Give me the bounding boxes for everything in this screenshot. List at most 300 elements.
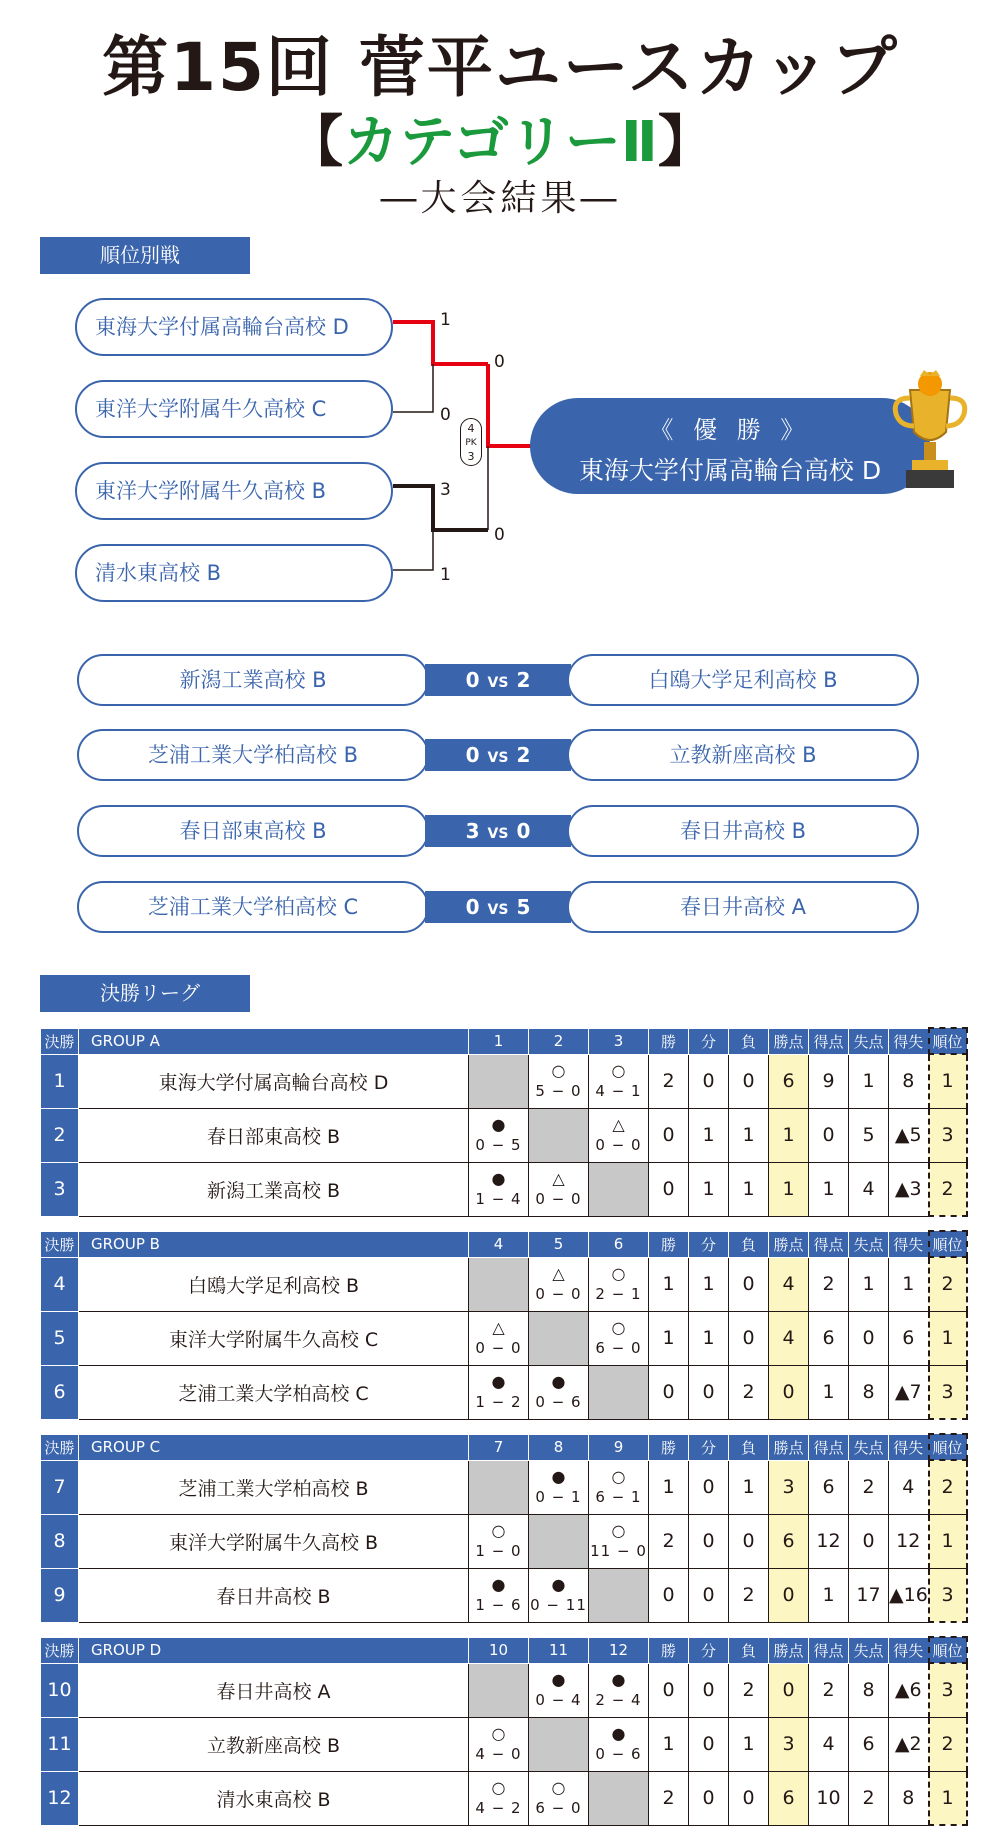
goals-against: 1: [849, 1054, 889, 1108]
champion-label: 《 優 勝 》: [649, 416, 811, 444]
losses: 0: [729, 1771, 769, 1825]
rank: 1: [929, 1311, 967, 1365]
result-score: 6 − 1: [595, 1488, 642, 1506]
match-result: [529, 1670, 588, 1710]
header-kessho: 決勝: [41, 1434, 79, 1460]
goal-diff: ▲2: [889, 1717, 929, 1771]
goals-for: 2: [809, 1663, 849, 1717]
goals-against: 8: [849, 1663, 889, 1717]
team-number: 9: [41, 1568, 79, 1622]
header-goals-against: 失点: [849, 1231, 889, 1257]
rank: 1: [929, 1514, 967, 1568]
team-name: 立教新座高校 B: [79, 1717, 469, 1771]
rank: 1: [929, 1054, 967, 1108]
result-score: 0 − 6: [535, 1393, 582, 1411]
losses: 2: [729, 1663, 769, 1717]
match-result-cell: [589, 1311, 649, 1365]
goal-diff: ▲5: [889, 1108, 929, 1162]
trophy-icon: [880, 370, 980, 500]
wins: 0: [649, 1663, 689, 1717]
header-loss: 負: [729, 1028, 769, 1054]
header-group-name: GROUP A: [79, 1028, 469, 1054]
header-opponent-no: 7: [469, 1434, 529, 1460]
match-result-cell: [529, 1054, 589, 1108]
result-score: 2 − 1: [595, 1285, 642, 1303]
result-symbol: ●: [611, 1724, 626, 1743]
result-symbol: △: [612, 1115, 625, 1134]
losses: 2: [729, 1365, 769, 1419]
section-label-ranking: 順位別戦: [40, 237, 250, 274]
header-goal-diff: 得失: [889, 1231, 929, 1257]
table-row: [41, 1717, 967, 1771]
header-win: 勝: [649, 1231, 689, 1257]
goal-diff: 1: [889, 1257, 929, 1311]
result-score: 4 − 1: [595, 1082, 642, 1100]
result-score: 4 − 0: [475, 1745, 522, 1763]
goal-diff: ▲7: [889, 1365, 929, 1419]
header-opponent-no: 2: [529, 1028, 589, 1054]
header-opponent-no: 5: [529, 1231, 589, 1257]
points: 3: [769, 1717, 809, 1771]
match-result-cell: [589, 1717, 649, 1771]
goals-for: 9: [809, 1054, 849, 1108]
team-number: 7: [41, 1460, 79, 1514]
match-right-score: 2: [516, 668, 531, 692]
bracket-close: 】: [657, 110, 714, 175]
wins: 1: [649, 1460, 689, 1514]
match-result: [469, 1372, 528, 1412]
page-subtitle: ―大会結果―: [380, 178, 621, 219]
match-vs: VS: [487, 902, 509, 918]
match-result: [589, 1061, 648, 1101]
points: 6: [769, 1771, 809, 1825]
bracket-line-2: [393, 364, 433, 412]
draws: 0: [689, 1054, 729, 1108]
match-result-cell: [529, 1771, 589, 1825]
match-result: [529, 1169, 588, 1209]
bracket-score-semi-2: 0: [494, 525, 505, 545]
match-result: [529, 1061, 588, 1101]
wins: 0: [649, 1162, 689, 1216]
goals-for: 2: [809, 1257, 849, 1311]
header-opponent-no: 4: [469, 1231, 529, 1257]
result-score: 6 − 0: [535, 1799, 582, 1817]
bracket-team-1: 東海大学付属高輪台高校 D: [75, 298, 393, 356]
result-symbol: ○: [491, 1724, 506, 1743]
match-result: [469, 1318, 528, 1358]
rank: 2: [929, 1460, 967, 1514]
header-points: 勝点: [769, 1028, 809, 1054]
match-left-team: 春日部東高校 B: [77, 805, 429, 857]
match-result: [529, 1778, 588, 1818]
pk-label: PK: [465, 438, 477, 448]
match-score: [425, 664, 571, 696]
result-score: 6 − 0: [595, 1339, 642, 1357]
result-score: 0 − 1: [535, 1488, 582, 1506]
team-number: 8: [41, 1514, 79, 1568]
header-draw: 分: [689, 1434, 729, 1460]
match-result-cell: [469, 1162, 529, 1216]
header-points: 勝点: [769, 1434, 809, 1460]
bracket-team-4: 清水東高校 B: [75, 544, 393, 602]
result-score: 0 − 6: [595, 1745, 642, 1763]
points: 0: [769, 1365, 809, 1419]
bracket-team-2: 東洋大学附属牛久高校 C: [75, 380, 393, 438]
match-result-cell: [469, 1568, 529, 1622]
losses: 0: [729, 1257, 769, 1311]
match-result: [589, 1115, 648, 1155]
self-match-cell: [529, 1514, 589, 1568]
self-match-cell: [469, 1460, 529, 1514]
header-draw: 分: [689, 1028, 729, 1054]
goals-for: 4: [809, 1717, 849, 1771]
result-score: 0 − 11: [530, 1596, 587, 1614]
header-rank: 順位: [929, 1637, 967, 1663]
bracket-score-semi-1: 0: [494, 352, 505, 372]
match-left-score: 0: [465, 895, 480, 919]
table-row: [41, 1257, 967, 1311]
result-symbol: ●: [551, 1467, 566, 1486]
result-symbol: ○: [611, 1318, 626, 1337]
table-row: [41, 1365, 967, 1419]
result-symbol: △: [552, 1264, 565, 1283]
match-score: [425, 815, 571, 847]
result-score: 0 − 0: [535, 1285, 582, 1303]
match-row: [77, 881, 919, 933]
self-match-cell: [529, 1108, 589, 1162]
match-result: [469, 1521, 528, 1561]
match-result: [529, 1264, 588, 1304]
match-result: [469, 1778, 528, 1818]
match-result-cell: [469, 1717, 529, 1771]
league-table-group: [40, 1027, 968, 1217]
team-number: 4: [41, 1257, 79, 1311]
match-result-cell: [589, 1108, 649, 1162]
header-group-name: GROUP D: [79, 1637, 469, 1663]
draws: 0: [689, 1568, 729, 1622]
header-rank: 順位: [929, 1028, 967, 1054]
result-symbol: ●: [491, 1372, 506, 1391]
page-title: 第15回 菅平ユースカップ: [102, 29, 899, 106]
goals-against: 17: [849, 1568, 889, 1622]
bracket-open: 【: [287, 110, 344, 175]
points: 1: [769, 1162, 809, 1216]
draws: 0: [689, 1717, 729, 1771]
points: 4: [769, 1257, 809, 1311]
losses: 1: [729, 1717, 769, 1771]
table-row: [41, 1460, 967, 1514]
result-symbol: ●: [491, 1575, 506, 1594]
result-score: 4 − 2: [475, 1799, 522, 1817]
self-match-cell: [529, 1717, 589, 1771]
rank: 3: [929, 1663, 967, 1717]
points: 0: [769, 1663, 809, 1717]
match-left-score: 0: [465, 743, 480, 767]
goal-diff: ▲16: [889, 1568, 929, 1622]
goals-against: 6: [849, 1717, 889, 1771]
goal-diff: 12: [889, 1514, 929, 1568]
self-match-cell: [589, 1162, 649, 1216]
match-vs: VS: [487, 826, 509, 842]
points: 6: [769, 1514, 809, 1568]
result-symbol: ●: [551, 1575, 566, 1594]
team-name: 東洋大学附属牛久高校 C: [79, 1311, 469, 1365]
match-result-cell: [529, 1162, 589, 1216]
header-points: 勝点: [769, 1637, 809, 1663]
team-name: 清水東高校 B: [79, 1771, 469, 1825]
points: 6: [769, 1054, 809, 1108]
wins: 0: [649, 1568, 689, 1622]
wins: 1: [649, 1257, 689, 1311]
self-match-cell: [469, 1257, 529, 1311]
table-row: [41, 1771, 967, 1825]
goal-diff: 6: [889, 1311, 929, 1365]
header-kessho: 決勝: [41, 1028, 79, 1054]
team-name: 白鴎大学足利高校 B: [79, 1257, 469, 1311]
match-left-score: 3: [465, 819, 480, 843]
league-table-group: [40, 1433, 968, 1623]
bracket-score-2: 0: [440, 405, 451, 425]
bracket-line-4: [393, 530, 433, 570]
match-result: [469, 1575, 528, 1615]
bracket-score-1: 1: [440, 310, 451, 330]
self-match-cell: [529, 1311, 589, 1365]
result-symbol: ○: [611, 1521, 626, 1540]
match-result-cell: [589, 1257, 649, 1311]
match-result-cell: [589, 1514, 649, 1568]
category-label: カテゴリーⅡ: [343, 110, 658, 175]
team-name: 新潟工業高校 B: [79, 1162, 469, 1216]
rank: 3: [929, 1365, 967, 1419]
self-match-cell: [589, 1771, 649, 1825]
result-score: 1 − 4: [475, 1190, 522, 1208]
draws: 1: [689, 1311, 729, 1365]
header-group-name: GROUP B: [79, 1231, 469, 1257]
match-result: [469, 1115, 528, 1155]
match-result: [529, 1467, 588, 1507]
result-symbol: ○: [611, 1467, 626, 1486]
bracket-line-final-win: [488, 364, 532, 446]
header-win: 勝: [649, 1028, 689, 1054]
rank: 2: [929, 1162, 967, 1216]
header-opponent-no: 1: [469, 1028, 529, 1054]
goals-for: 0: [809, 1108, 849, 1162]
header-opponent-no: 11: [529, 1637, 589, 1663]
team-number: 2: [41, 1108, 79, 1162]
header-opponent-no: 3: [589, 1028, 649, 1054]
result-symbol: ○: [491, 1521, 506, 1540]
result-score: 2 − 4: [595, 1691, 642, 1709]
result-symbol: ●: [491, 1115, 506, 1134]
wins: 2: [649, 1514, 689, 1568]
match-result-cell: [529, 1460, 589, 1514]
result-symbol: ●: [551, 1372, 566, 1391]
pk-score-badge: [460, 418, 482, 466]
goal-diff: ▲6: [889, 1663, 929, 1717]
table-row: [41, 1663, 967, 1717]
points: 1: [769, 1108, 809, 1162]
match-left-score: 0: [465, 668, 480, 692]
result-score: 0 − 4: [535, 1691, 582, 1709]
team-number: 10: [41, 1663, 79, 1717]
match-row: [77, 654, 919, 706]
match-result-cell: [529, 1257, 589, 1311]
league-table-group: [40, 1636, 968, 1826]
wins: 1: [649, 1311, 689, 1365]
losses: 1: [729, 1108, 769, 1162]
table-row: [41, 1568, 967, 1622]
match-result-cell: [529, 1568, 589, 1622]
header-goals-for: 得点: [809, 1637, 849, 1663]
result-symbol: △: [552, 1169, 565, 1188]
result-symbol: ○: [491, 1778, 506, 1797]
draws: 0: [689, 1514, 729, 1568]
goals-for: 1: [809, 1568, 849, 1622]
header-loss: 負: [729, 1231, 769, 1257]
match-result-cell: [529, 1365, 589, 1419]
header-goals-for: 得点: [809, 1231, 849, 1257]
result-symbol: ○: [551, 1778, 566, 1797]
match-right-team: 春日井高校 A: [567, 881, 919, 933]
table-row: [41, 1108, 967, 1162]
self-match-cell: [469, 1054, 529, 1108]
team-number: 1: [41, 1054, 79, 1108]
losses: 0: [729, 1311, 769, 1365]
match-result: [589, 1724, 648, 1764]
result-symbol: ●: [611, 1670, 626, 1689]
header-draw: 分: [689, 1637, 729, 1663]
match-right-score: 5: [516, 895, 531, 919]
match-row: [77, 729, 919, 781]
header-goal-diff: 得失: [889, 1434, 929, 1460]
match-right-score: 0: [516, 819, 531, 843]
header-goals-against: 失点: [849, 1028, 889, 1054]
match-result-cell: [469, 1514, 529, 1568]
match-vs: VS: [487, 750, 509, 766]
header-group-name: GROUP C: [79, 1434, 469, 1460]
team-name: 芝浦工業大学柏高校 C: [79, 1365, 469, 1419]
team-name: 東海大学付属高輪台高校 D: [79, 1054, 469, 1108]
draws: 1: [689, 1108, 729, 1162]
match-right-score: 2: [516, 743, 531, 767]
match-result: [589, 1318, 648, 1358]
rank: 2: [929, 1717, 967, 1771]
section-label-final-league: 決勝リーグ: [40, 975, 250, 1012]
result-symbol: ●: [491, 1169, 506, 1188]
goals-against: 0: [849, 1514, 889, 1568]
team-name: 春日部東高校 B: [79, 1108, 469, 1162]
result-score: 0 − 0: [535, 1190, 582, 1208]
goals-against: 8: [849, 1365, 889, 1419]
match-result: [469, 1724, 528, 1764]
points: 4: [769, 1311, 809, 1365]
goal-diff: 8: [889, 1054, 929, 1108]
match-result: [589, 1264, 648, 1304]
header-goals-for: 得点: [809, 1028, 849, 1054]
match-result: [589, 1521, 648, 1561]
match-result: [469, 1169, 528, 1209]
match-result-cell: [469, 1771, 529, 1825]
match-result-cell: [589, 1460, 649, 1514]
match-result-cell: [469, 1108, 529, 1162]
header-win: 勝: [649, 1434, 689, 1460]
header-kessho: 決勝: [41, 1231, 79, 1257]
result-symbol: ○: [611, 1061, 626, 1080]
header-kessho: 決勝: [41, 1637, 79, 1663]
draws: 0: [689, 1365, 729, 1419]
pk-score-left: 4: [467, 422, 475, 435]
match-result: [529, 1372, 588, 1412]
table-row: [41, 1514, 967, 1568]
goal-diff: 4: [889, 1460, 929, 1514]
wins: 2: [649, 1771, 689, 1825]
result-symbol: ●: [551, 1670, 566, 1689]
result-symbol: ○: [551, 1061, 566, 1080]
losses: 2: [729, 1568, 769, 1622]
result-score: 0 − 0: [595, 1136, 642, 1154]
draws: 0: [689, 1460, 729, 1514]
draws: 0: [689, 1663, 729, 1717]
goals-against: 0: [849, 1311, 889, 1365]
result-score: 0 − 5: [475, 1136, 522, 1154]
self-match-cell: [469, 1663, 529, 1717]
goals-for: 6: [809, 1311, 849, 1365]
result-symbol: △: [492, 1318, 505, 1337]
match-left-team: 芝浦工業大学柏高校 C: [77, 881, 429, 933]
goals-against: 2: [849, 1460, 889, 1514]
bracket-team-3: 東洋大学附属牛久高校 B: [75, 462, 393, 520]
goals-for: 1: [809, 1162, 849, 1216]
match-left-team: 新潟工業高校 B: [77, 654, 429, 706]
match-result: [529, 1575, 588, 1615]
rank: 2: [929, 1257, 967, 1311]
header-opponent-no: 9: [589, 1434, 649, 1460]
team-number: 3: [41, 1162, 79, 1216]
bracket-score-4: 1: [440, 565, 451, 585]
goals-against: 4: [849, 1162, 889, 1216]
rank: 3: [929, 1108, 967, 1162]
wins: 2: [649, 1054, 689, 1108]
header-opponent-no: 6: [589, 1231, 649, 1257]
rank: 3: [929, 1568, 967, 1622]
self-match-cell: [589, 1365, 649, 1419]
match-result: [589, 1467, 648, 1507]
table-row: [41, 1162, 967, 1216]
champion-team: 東海大学付属高輪台高校 D: [578, 456, 882, 485]
team-name: 芝浦工業大学柏高校 B: [79, 1460, 469, 1514]
match-vs: VS: [487, 675, 509, 691]
header-opponent-no: 10: [469, 1637, 529, 1663]
losses: 0: [729, 1514, 769, 1568]
team-name: 春日井高校 A: [79, 1663, 469, 1717]
draws: 1: [689, 1162, 729, 1216]
losses: 1: [729, 1460, 769, 1514]
header-goal-diff: 得失: [889, 1637, 929, 1663]
team-number: 11: [41, 1717, 79, 1771]
losses: 1: [729, 1162, 769, 1216]
goals-against: 1: [849, 1257, 889, 1311]
table-row: [41, 1311, 967, 1365]
champion-banner: [530, 398, 930, 494]
result-score: 1 − 6: [475, 1596, 522, 1614]
header-rank: 順位: [929, 1231, 967, 1257]
match-score: [425, 891, 571, 923]
match-right-team: 白鴎大学足利高校 B: [567, 654, 919, 706]
goals-against: 2: [849, 1771, 889, 1825]
header-goals-for: 得点: [809, 1434, 849, 1460]
result-score: 0 − 0: [475, 1339, 522, 1357]
table-row: [41, 1054, 967, 1108]
